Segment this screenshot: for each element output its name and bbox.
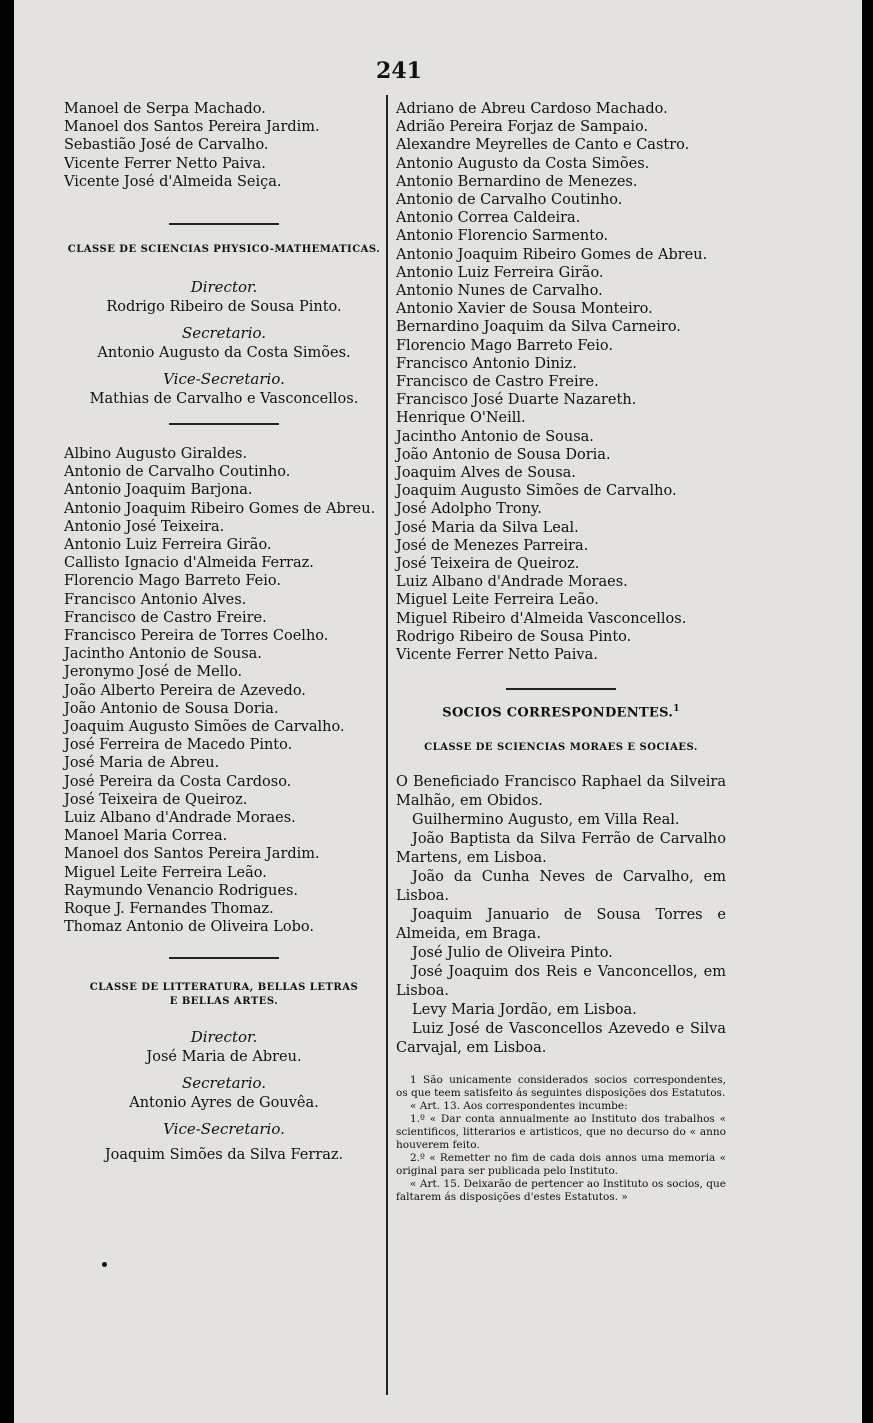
footnote-line: 1.º « Dar conta annualmente ao Instituto dos trabalhos « scientificos, litterarios e artisticos, que no decurso do « anno houverem feito. xyxy=(396,1112,726,1151)
list-item: José Teixeira de Queiroz. xyxy=(396,556,580,573)
members-list xyxy=(396,100,726,664)
list-item: João Baptista da Silva Ferrão de Carvalho Martens, em Lisboa. xyxy=(396,830,726,866)
list-item: Bernardino Joaquim da Silva Carneiro. xyxy=(396,319,681,336)
list-item: Manoel Maria Correa. xyxy=(64,828,228,845)
list-item: Antonio Nunes de Carvalho. xyxy=(396,283,603,300)
list-item: Joaquim Augusto Simões de Carvalho. xyxy=(396,483,677,500)
officer-name: José Maria de Abreu. xyxy=(146,1048,302,1065)
list-item: Miguel Ribeiro d'Almeida Vasconcellos. xyxy=(396,610,687,627)
list-item: Adrião Pereira Forjaz de Sampaio. xyxy=(396,119,649,136)
correspondents-title: SOCIOS CORRESPONDENTES. xyxy=(442,705,674,721)
list-item: Antonio Luiz Ferreira Girão. xyxy=(396,264,604,281)
list-item: João Antonio de Sousa Doria. xyxy=(396,446,611,463)
list-item: Vicente Ferrer Netto Paiva. xyxy=(396,647,598,664)
list-item: Luiz José de Vasconcellos Azevedo e Silva Carvajal, em Lisboa. xyxy=(396,1020,726,1056)
footnote-line: 2.º « Remetter no fim de cada dois annos uma memoria « original para ser publicada pelo Instituto. xyxy=(396,1151,726,1177)
page-number: 241 xyxy=(376,58,422,84)
list-item: Francisco Antonio Alves. xyxy=(64,591,247,608)
section-heading: CLASSE DE SCIENCIAS PHYSICO-MATHEMATICAS. xyxy=(67,244,381,256)
right-column xyxy=(396,100,726,1204)
list-item: José Pereira da Costa Cardoso. xyxy=(64,773,292,790)
list-item: Jeronymo José de Mello. xyxy=(64,664,243,681)
list-item: Jacintho Antonio de Sousa. xyxy=(396,428,594,445)
footnote-line: 1 São unicamente considerados socios correspondentes, os que teem satisfeito ás seguintes disposições dos Estatutos. xyxy=(396,1073,726,1099)
list-item: Antonio Joaquim Barjona. xyxy=(64,482,253,499)
correspondents-list xyxy=(396,773,726,1058)
list-item: João Alberto Pereira de Azevedo. xyxy=(64,682,306,699)
section-rule xyxy=(169,957,279,959)
left-column xyxy=(64,100,384,1165)
list-item: Raymundo Venancio Rodrigues. xyxy=(64,882,299,899)
list-item: Rodrigo Ribeiro de Sousa Pinto. xyxy=(396,628,632,645)
list-item: Antonio Xavier de Sousa Monteiro. xyxy=(396,301,653,318)
role-label: Vice-Secretario. xyxy=(163,370,285,389)
list-item: Miguel Leite Ferreira Leão. xyxy=(64,864,267,881)
list-item: Albino Augusto Giraldes. xyxy=(64,446,248,463)
list-item: Francisco Pereira de Torres Coelho. xyxy=(64,628,329,645)
section-rule xyxy=(169,423,279,425)
list-item: José Maria da Silva Leal. xyxy=(396,519,579,536)
list-item: José Adolpho Trony. xyxy=(396,501,542,518)
officer-name: Mathias de Carvalho e Vasconcellos. xyxy=(89,391,359,408)
list-item: José Julio de Oliveira Pinto. xyxy=(412,944,613,961)
footnote xyxy=(396,1074,726,1204)
list-item: João Antonio de Sousa Doria. xyxy=(64,700,279,717)
section-heading: CLASSE DE LITTERATURA, BELLAS LETRAS xyxy=(89,981,359,993)
officer-name: Antonio Augusto da Costa Simões. xyxy=(97,345,351,362)
list-item: Vicente José d'Almeida Seiça. xyxy=(64,173,282,190)
list-item: Adriano de Abreu Cardoso Machado. xyxy=(396,101,668,117)
list-item: Antonio de Carvalho Coutinho. xyxy=(396,192,623,209)
section-rule xyxy=(169,223,279,225)
top-names-list xyxy=(64,100,384,191)
list-item: Sebastião José de Carvalho. xyxy=(64,137,269,154)
list-item: Guilhermino Augusto, em Villa Real. xyxy=(412,811,680,828)
members-list xyxy=(64,445,384,936)
list-item: Joaquim Augusto Simões de Carvalho. xyxy=(64,719,345,736)
list-item: Henrique O'Neill. xyxy=(396,410,526,427)
list-item: José de Menezes Parreira. xyxy=(396,537,589,554)
book-page xyxy=(14,0,862,1423)
list-item: Antonio Correa Caldeira. xyxy=(396,210,581,227)
list-item: José Teixeira de Queiroz. xyxy=(64,791,248,808)
list-item: Antonio de Carvalho Coutinho. xyxy=(64,464,291,481)
footnote-ref: 1 xyxy=(673,704,680,715)
bullet-mark xyxy=(102,1262,107,1267)
list-item: Francisco Antonio Diniz. xyxy=(396,355,577,372)
list-item: João da Cunha Neves de Carvalho, em Lisboa. xyxy=(396,868,726,904)
list-item: José Joaquim dos Reis e Vanconcellos, em Lisboa. xyxy=(396,963,726,999)
role-label: Secretario. xyxy=(181,1073,267,1092)
section-heading: E BELLAS ARTES. xyxy=(169,995,279,1007)
column-divider xyxy=(386,95,388,1395)
list-item: Antonio Joaquim Ribeiro Gomes de Abreu. xyxy=(396,246,708,263)
section-heading: CLASSE DE SCIENCIAS MORAES E SOCIAES. xyxy=(424,741,698,753)
list-item: Manoel dos Santos Pereira Jardim. xyxy=(64,119,320,136)
list-item: Antonio Joaquim Ribeiro Gomes de Abreu. xyxy=(64,500,376,517)
role-label: Director. xyxy=(190,278,258,297)
list-item: Francisco José Duarte Nazareth. xyxy=(396,392,637,409)
role-label: Vice-Secretario. xyxy=(163,1119,285,1138)
list-item: Francisco de Castro Freire. xyxy=(396,374,599,391)
list-item: Luiz Albano d'Andrade Moraes. xyxy=(64,810,296,827)
role-label: Director. xyxy=(190,1027,258,1046)
officer-name: Joaquim Simões da Silva Ferraz. xyxy=(104,1146,344,1163)
officer-name: Rodrigo Ribeiro de Sousa Pinto. xyxy=(106,299,342,316)
list-item: Manoel de Serpa Machado. xyxy=(64,101,266,117)
correspondents-title-row xyxy=(396,704,726,720)
list-item: Antonio Bernardino de Menezes. xyxy=(396,173,638,190)
list-item: Jacintho Antonio de Sousa. xyxy=(64,646,262,663)
list-item: Vicente Ferrer Netto Paiva. xyxy=(64,155,266,172)
list-item: Roque J. Fernandes Thomaz. xyxy=(64,901,274,918)
list-item: Florencio Mago Barreto Feio. xyxy=(396,337,613,354)
section-rule xyxy=(506,688,616,690)
list-item: O Beneficiado Francisco Raphael da Silveira Malhão, em Obidos. xyxy=(396,773,726,809)
list-item: Miguel Leite Ferreira Leão. xyxy=(396,592,599,609)
list-item: Antonio José Teixeira. xyxy=(64,518,225,535)
list-item: Alexandre Meyrelles de Canto e Castro. xyxy=(396,137,690,154)
list-item: Florencio Mago Barreto Feio. xyxy=(64,573,281,590)
footnote-line: « Art. 13. Aos correspondentes incumbe: xyxy=(410,1099,628,1112)
officer-name: Antonio Ayres de Gouvêa. xyxy=(129,1094,319,1111)
role-label: Secretario. xyxy=(181,324,267,343)
list-item: Joaquim Januario de Sousa Torres e Almeida, em Braga. xyxy=(396,906,726,942)
list-item: Levy Maria Jordão, em Lisboa. xyxy=(412,1001,637,1018)
list-item: Manoel dos Santos Pereira Jardim. xyxy=(64,846,320,863)
list-item: Luiz Albano d'Andrade Moraes. xyxy=(396,574,628,591)
list-item: Antonio Luiz Ferreira Girão. xyxy=(64,537,272,554)
list-item: Joaquim Alves de Sousa. xyxy=(396,465,576,482)
footnote-line: « Art. 15. Deixarão de pertencer ao Instituto os socios, que faltarem ás disposições d'estes Estatutos. » xyxy=(396,1177,726,1203)
list-item: Antonio Florencio Sarmento. xyxy=(396,228,609,245)
list-item: Callisto Ignacio d'Almeida Ferraz. xyxy=(64,555,314,572)
list-item: José Maria de Abreu. xyxy=(64,755,220,772)
list-item: Thomaz Antonio de Oliveira Lobo. xyxy=(64,919,315,936)
list-item: José Ferreira de Macedo Pinto. xyxy=(64,737,293,754)
list-item: Antonio Augusto da Costa Simões. xyxy=(396,155,650,172)
list-item: Francisco de Castro Freire. xyxy=(64,609,267,626)
